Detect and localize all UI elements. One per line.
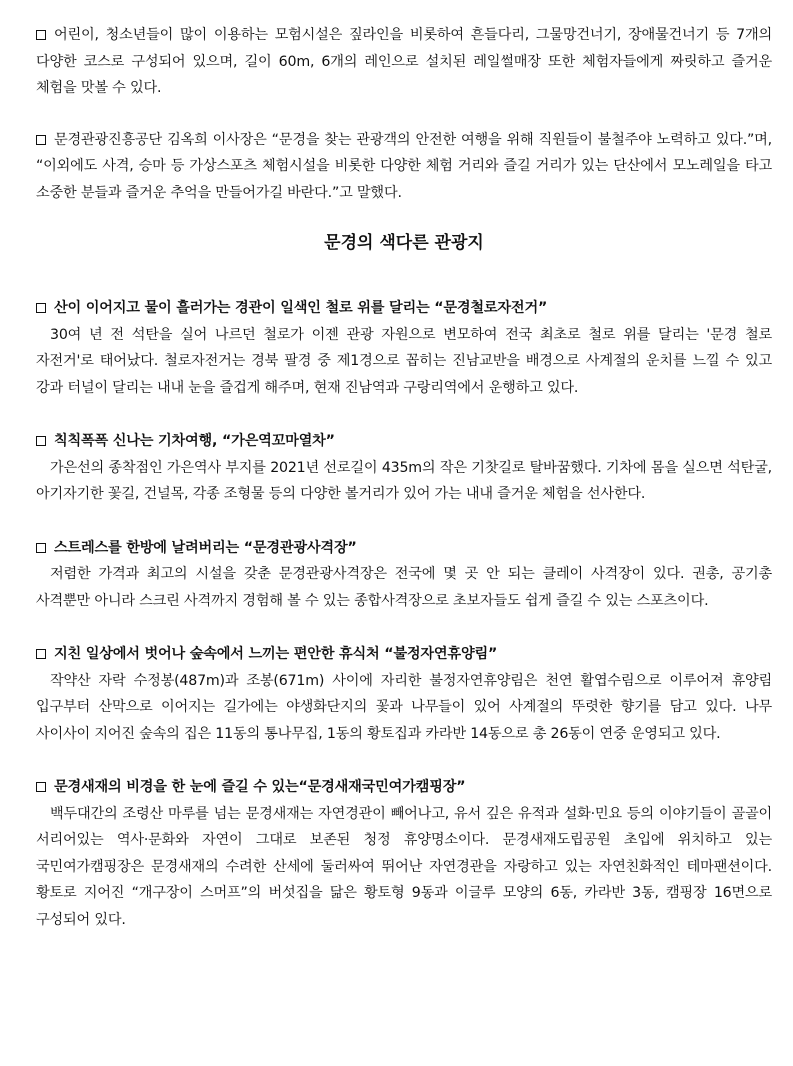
checkbox-square-icon [36,543,46,553]
attraction-item [36,428,772,508]
attraction-title: 칙칙폭폭 신나는 기차여행, “가은역꼬마열차” [36,428,772,455]
section-title: 문경의 색다른 관광지 [324,233,484,253]
attraction-item [36,295,772,401]
intro-paragraph: 어린이, 청소년들이 많이 이용하는 모험시설은 짚라인을 비롯하여 흔들다리, 그물망건너기, 장애물건너기 등 7개의 다양한 코스로 구성되어 있으며, 길이 60m, 6개의 레인으로 설치된 레일썰매장 또한 체험자들에게 짜릿하고 즐거운 체험을 맛볼 수 있다. [36,27,772,96]
attraction-title: 스트레스를 한방에 날려버리는 “문경관광사격장” [36,535,772,562]
checkbox-square-icon [36,303,46,313]
document-page [36,22,772,960]
attraction-body: 가은선의 종착점인 가은역사 부지를 2021년 선로길이 435m의 작은 기찻길로 탈바꿈했다. 기차에 몸을 실으면 석탄굴, 아기자기한 꽃길, 건널목, 각종 조형물 등의 다양한 볼거리가 있어 가는 내내 즐거운 체험을 선사한다. [36,459,772,502]
attraction-body: 저렴한 가격과 최고의 시설을 갖춘 문경관광사격장은 전국에 몇 곳 안 되는 클레이 사격장이 있다. 권총, 공기총 사격뿐만 아니라 스크린 사격까지 경험해 볼 수 있는 종합사격장으로 초보자들도 쉽게 즐길 수 있는 스포츠이다. [36,566,772,609]
attraction-body: 작약산 자락 수정봉(487m)과 조봉(671m) 사이에 자리한 불정자연휴양림은 천연 활엽수림으로 이루어져 휴양림 입구부터 산막으로 이어지는 길가에는 야생화단지의 꽃과 나무들이 있어 사계절의 뚜렷한 향기를 담고 있다. 나무 사이사이 지어진 숲속의 집은 11동의 통나무집, 1동의 황토집과 카라반 14동으로 총 26동이 연중 운영되고 있다. [36,672,772,742]
attraction-item [36,535,772,615]
checkbox-square-icon [36,436,46,446]
intro-paragraph: 문경관광진흥공단 김옥희 이사장은 “문경을 찾는 관광객의 안전한 여행을 위해 직원들이 불철주야 노력하고 있다.”며, “이외에도 사격, 승마 등 가상스포츠 체험시설을 비롯한 다양한 체험 거리와 즐길 거리가 있는 단산에서 모노레일을 타고 소중한 분들과 즐거운 추억을 만들어가길 바란다.”고 말했다. [36,131,772,201]
attraction-title: 산이 이어지고 물이 흘러가는 경관이 일색인 철로 위를 달리는 “문경철로자전거” [36,295,772,322]
attraction-item [36,641,772,747]
attraction-item [36,774,772,933]
attraction-body: 백두대간의 조령산 마루를 넘는 문경새재는 자연경관이 빼어나고, 유서 깊은 유적과 설화·민요 등의 이야기들이 골골이 서리어있는 역사·문화와 자연이 그대로 보존된 청정 휴양명소이다. 문경새재도립공원 초입에 위치하고 있는 국민여가캠핑장은 문경새재의 수려한 산세에 둘러싸여 뛰어난 자연경관을 자랑하고 있는 자연친화적인 테마팬션이다. 황토로 지어진 “개구장이 스머프”의 버섯집을 닮은 황토형 9동과 이글루 모양의 6동, 카라반 3동, 캠핑장 16면으로 구성되어 있다. [36,805,772,928]
checkbox-square-icon [36,135,46,145]
checkbox-square-icon [36,649,46,659]
checkbox-square-icon [36,782,46,792]
attraction-title: 문경새재의 비경을 한 눈에 즐길 수 있는“문경새재국민여가캠핑장” [36,774,772,801]
attraction-title: 지친 일상에서 벗어나 숲속에서 느끼는 편안한 휴식처 “불정자연휴양림” [36,641,772,668]
attraction-body: 30여 년 전 석탄을 실어 나르던 철로가 이젠 관광 자원으로 변모하여 전국 최초로 철로 위를 달리는 '문경 철로 자전거'로 태어났다. 철로자전거는 경북 팔경 중 제1경으로 꼽히는 진남교반을 배경으로 사계절의 운치를 느낄 수 있고 강과 터널이 달리는 내내 눈을 즐겁게 해주며, 현재 진남역과 구랑리역에서 운행하고 있다. [36,326,772,396]
checkbox-square-icon [36,30,46,40]
